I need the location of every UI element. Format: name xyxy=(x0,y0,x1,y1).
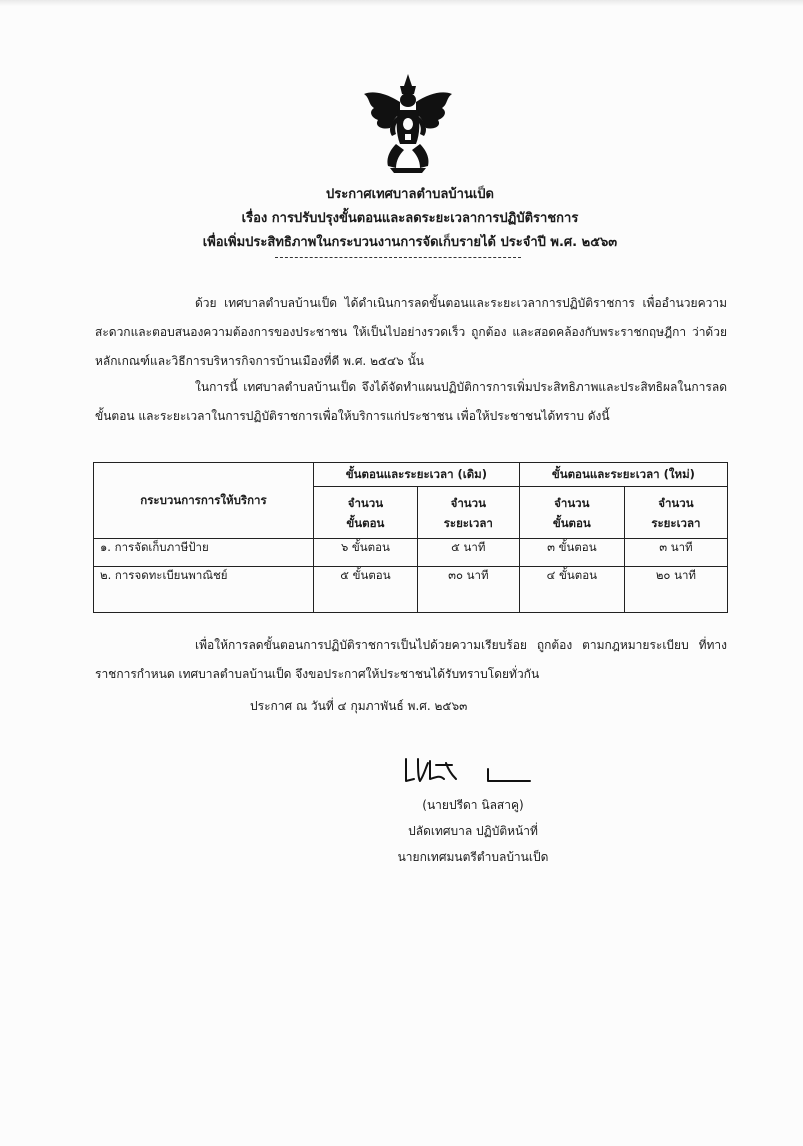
column-header-new-steps xyxy=(519,487,624,539)
process-name: ๒. การจดทะเบียนพาณิชย์ xyxy=(94,567,314,613)
announcement-subject: เรื่อง การปรับปรุงขั้นตอนและลดระยะเวลาการปฏิบัติราชการ xyxy=(241,211,579,226)
old-time-value: ๓๐ นาที xyxy=(417,567,519,613)
column-group-new: ขั้นตอนและระยะเวลา (ใหม่) xyxy=(519,463,727,487)
new-steps-value: ๔ ขั้นตอน xyxy=(519,567,624,613)
column-header-process: กระบวนการการให้บริการ xyxy=(94,463,314,539)
scan-edge xyxy=(0,0,803,6)
old-steps-value: ๕ ขั้นตอน xyxy=(314,567,418,613)
table-header-row xyxy=(94,463,728,487)
paragraph-intro: ด้วย เทศบาลตำบลบ้านเป็ด ได้ดำเนินการลดขั้นตอนและระยะเวลาการปฏิบัติราชการ เพื่ออำนวยความสะดวกและตอบสนองความต้องการของประชาชน ให้เป็นไปอย่างรวดเร็ว ถูกต้อง และสอดคล้องกับพระราชกฤษฎีกา ว่าด้วยหลักเกณฑ์และวิธีการบริหารกิจการบ้านเมืองที่ดี พ.ศ. ๒๕๔๖ นั้น xyxy=(95,296,727,368)
service-steps-table xyxy=(93,462,728,613)
old-time-label: จำนวน ระยะเวลา xyxy=(443,495,493,530)
announcement-title: ประกาศเทศบาลตำบลบ้านเป็ด xyxy=(326,187,494,202)
old-steps-label: จำนวน ขั้นตอน xyxy=(346,495,385,530)
signatory-acting-title: นายกเทศมนตรีตำบลบ้านเป็ด xyxy=(397,850,549,864)
column-header-old-steps xyxy=(314,487,418,539)
announcement-date: ประกาศ ณ วันที่ ๔ กุมภาพันธ์ พ.ศ. ๒๕๖๓ xyxy=(250,699,468,713)
garuda-emblem-icon xyxy=(360,72,456,174)
new-steps-label: จำนวน ขั้นตอน xyxy=(552,495,591,530)
old-time-value: ๕ นาที xyxy=(417,539,519,567)
paragraph-closing: เพื่อให้การลดขั้นตอนการปฏิบัติราชการเป็นไปด้วยความเรียบร้อย ถูกต้อง ตามกฎหมายระเบียบ ที่ทางราชการกำหนด เทศบาลตำบลบ้านเป็ด จึงขอประกาศให้ประชาชนได้รับทราบโดยทั่วกัน xyxy=(95,638,727,681)
signatory-position: ปลัดเทศบาล ปฏิบัติหน้าที่ xyxy=(408,824,538,838)
announcement-subject-continued: เพื่อเพิ่มประสิทธิภาพในกระบวนงานการจัดเก็บรายได้ ประจำปี พ.ศ. ๒๕๖๓ xyxy=(202,235,618,250)
new-steps-value: ๓ ขั้นตอน xyxy=(519,539,624,567)
new-time-label: จำนวน ระยะเวลา xyxy=(651,495,701,530)
column-group-old: ขั้นตอนและระยะเวลา (เดิม) xyxy=(314,463,520,487)
dashed-divider xyxy=(275,257,521,258)
new-time-value: ๓ นาที xyxy=(624,539,727,567)
column-header-old-time xyxy=(417,487,519,539)
paragraph-plan: ในการนี้ เทศบาลตำบลบ้านเป็ด จึงได้จัดทำแผนปฏิบัติการการเพิ่มประสิทธิภาพและประสิทธิผลในการลดขั้นตอน และระยะเวลาในการปฏิบัติราชการเพื่อให้บริการแก่ประชาชน เพื่อให้ประชาชนได้ทราบ ดังนี้ xyxy=(95,380,727,423)
old-steps-value: ๖ ขั้นตอน xyxy=(314,539,418,567)
table-row xyxy=(94,539,728,567)
table-row xyxy=(94,567,728,613)
new-time-value: ๒๐ นาที xyxy=(624,567,727,613)
column-header-new-time xyxy=(624,487,727,539)
handwritten-signature xyxy=(400,755,540,791)
signatory-name: (นายปรีดา นิลสาคู) xyxy=(422,798,524,812)
process-name: ๑. การจัดเก็บภาษีป้าย xyxy=(94,539,314,567)
